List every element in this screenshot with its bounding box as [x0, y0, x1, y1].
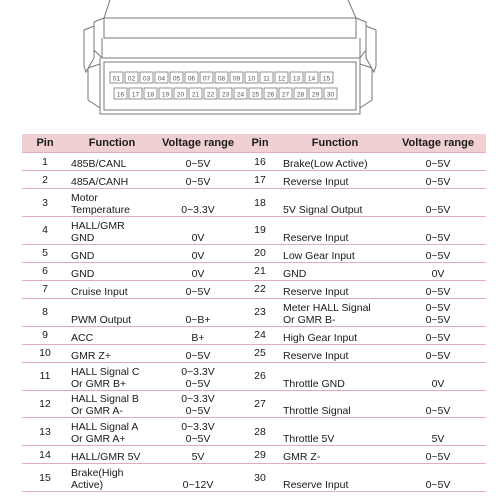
- pinout-table: [22, 134, 486, 492]
- pin-voltage: 0~12V: [156, 464, 240, 492]
- connector-pin-label: 29: [311, 91, 320, 99]
- pin-function: Throttle GND: [280, 362, 390, 390]
- header-function: Function: [280, 134, 390, 153]
- header-voltage-range: Voltage range: [390, 134, 486, 153]
- pin-voltage: 0~5V: [390, 390, 486, 418]
- pin-function: GMR Z-: [280, 445, 390, 463]
- pin-voltage: 0~5V: [156, 153, 240, 171]
- pin-number: 22: [240, 280, 280, 298]
- pin-number: 28: [240, 418, 280, 446]
- pin-voltage: 5V: [390, 418, 486, 446]
- table-row: [22, 171, 486, 189]
- header-voltage-range: Voltage range: [156, 134, 240, 153]
- pin-number: 5: [22, 244, 68, 262]
- pin-number: 14: [22, 445, 68, 463]
- connector-pin-label: 25: [251, 91, 260, 99]
- connector-pin-label: 05: [172, 75, 181, 83]
- pin-number: 26: [240, 362, 280, 390]
- pin-voltage: 0~5V: [390, 153, 486, 171]
- pin-function: HALL Signal A Or GMR A+: [68, 418, 156, 446]
- connector-pin-label: 12: [277, 75, 286, 83]
- pin-number: 2: [22, 171, 68, 189]
- pin-function: Reserve Input: [280, 464, 390, 492]
- pin-number: 19: [240, 216, 280, 244]
- pin-voltage: 0~5V: [390, 189, 486, 217]
- connector-pin-label: 26: [266, 91, 275, 99]
- connector-pin-label: 22: [206, 91, 215, 99]
- table-header-row: [22, 134, 486, 153]
- pin-number: 3: [22, 189, 68, 217]
- pin-number: 9: [22, 326, 68, 344]
- table-row: [22, 280, 486, 298]
- pin-number: 29: [240, 445, 280, 463]
- connector-pin-label: 07: [202, 75, 211, 83]
- pin-number: 25: [240, 344, 280, 362]
- pin-number: 23: [240, 298, 280, 326]
- connector-pin-label: 03: [142, 75, 151, 83]
- pin-voltage: 0~3.3V: [156, 189, 240, 217]
- pin-function: HALL Signal B Or GMR A-: [68, 390, 156, 418]
- pin-voltage: 0~5V: [156, 171, 240, 189]
- pin-voltage: 0V: [156, 216, 240, 244]
- header-pin: Pin: [22, 134, 68, 153]
- pin-number: 27: [240, 390, 280, 418]
- pin-function: Low Gear Input: [280, 244, 390, 262]
- pin-voltage: 0~B+: [156, 298, 240, 326]
- pin-number: 15: [22, 464, 68, 492]
- pin-number: 20: [240, 244, 280, 262]
- table-row: [22, 262, 486, 280]
- pin-number: 4: [22, 216, 68, 244]
- header-function: Function: [68, 134, 156, 153]
- pin-voltage: 0~5V: [390, 280, 486, 298]
- connector-pin-label: 04: [157, 75, 166, 83]
- connector-pin-label: 16: [116, 91, 125, 99]
- pin-number: 30: [240, 464, 280, 492]
- connector-pin-label: 17: [131, 91, 140, 99]
- pin-voltage: 0~5V: [156, 344, 240, 362]
- pin-function: Throttle 5V: [280, 418, 390, 446]
- pin-number: 13: [22, 418, 68, 446]
- connector-pin-label: 24: [236, 91, 245, 99]
- pin-function: Meter HALL Signal Or GMR B-: [280, 298, 390, 326]
- pin-function: Motor Temperature: [68, 189, 156, 217]
- connector-pin-label: 11: [263, 75, 270, 83]
- pin-number: 12: [22, 390, 68, 418]
- pin-function: ACC: [68, 326, 156, 344]
- pin-voltage: 5V: [156, 445, 240, 463]
- pin-number: 24: [240, 326, 280, 344]
- table-row: [22, 244, 486, 262]
- connector-pin-label: 20: [176, 91, 185, 99]
- pin-number: 17: [240, 171, 280, 189]
- connector-pins-top: [110, 72, 333, 83]
- table-row: [22, 418, 486, 446]
- pin-function: HALL Signal C Or GMR B+: [68, 362, 156, 390]
- connector-pin-label: 23: [221, 91, 230, 99]
- table-row: [22, 153, 486, 171]
- connector-pin-label: 27: [281, 91, 290, 99]
- connector-pin-label: 18: [146, 91, 155, 99]
- pin-voltage: 0~5V: [390, 445, 486, 463]
- pin-number: 16: [240, 153, 280, 171]
- pin-number: 18: [240, 189, 280, 217]
- pin-number: 8: [22, 298, 68, 326]
- connector-pin-label: 30: [326, 91, 335, 99]
- connector-pin-label: 19: [161, 91, 170, 99]
- table-row: [22, 298, 486, 326]
- pin-function: GND: [280, 262, 390, 280]
- pin-voltage: 0~5V: [390, 216, 486, 244]
- connector-pin-label: 15: [322, 75, 331, 83]
- pin-number: 10: [22, 344, 68, 362]
- pin-voltage: 0~5V: [156, 280, 240, 298]
- connector-diagram: [80, 0, 400, 122]
- pin-function: 485A/CANH: [68, 171, 156, 189]
- pin-voltage: 0V: [390, 262, 486, 280]
- pin-voltage: 0V: [390, 362, 486, 390]
- table-row: [22, 390, 486, 418]
- pin-function: Brake(High Active): [68, 464, 156, 492]
- pin-function: HALL/GMR 5V: [68, 445, 156, 463]
- pin-number: 1: [22, 153, 68, 171]
- pin-voltage: B+: [156, 326, 240, 344]
- table-row: [22, 326, 486, 344]
- pin-voltage: 0V: [156, 262, 240, 280]
- pin-function: PWM Output: [68, 298, 156, 326]
- pin-function: GND: [68, 244, 156, 262]
- table-row: [22, 189, 486, 217]
- pin-function: Reserve Input: [280, 344, 390, 362]
- pin-function: Brake(Low Active): [280, 153, 390, 171]
- connector-pin-label: 21: [191, 91, 200, 99]
- pin-function: HALL/GMR GND: [68, 216, 156, 244]
- pin-voltage: 0V: [156, 244, 240, 262]
- connector-pin-label: 02: [127, 75, 136, 83]
- pin-voltage: 0~5V 0~5V: [390, 298, 486, 326]
- pin-function: High Gear Input: [280, 326, 390, 344]
- pin-voltage: 0~5V: [390, 464, 486, 492]
- pin-number: 11: [22, 362, 68, 390]
- connector-pin-label: 08: [217, 75, 226, 83]
- table-row: [22, 344, 486, 362]
- pin-function: 485B/CANL: [68, 153, 156, 171]
- pin-function: Throttle Signal: [280, 390, 390, 418]
- pin-voltage: 0~5V: [390, 244, 486, 262]
- connector-pin-label: 13: [292, 75, 301, 83]
- pin-voltage: 0~5V: [390, 171, 486, 189]
- header-pin: Pin: [240, 134, 280, 153]
- pin-function: GMR Z+: [68, 344, 156, 362]
- connector-pin-label: 06: [187, 75, 196, 83]
- pin-function: Reserve Input: [280, 280, 390, 298]
- pin-function: Reserve Input: [280, 216, 390, 244]
- pin-number: 6: [22, 262, 68, 280]
- pin-voltage: 0~3.3V 0~5V: [156, 418, 240, 446]
- connector-pin-label: 01: [112, 75, 121, 83]
- pin-voltage: 0~3.3V 0~5V: [156, 390, 240, 418]
- table-row: [22, 216, 486, 244]
- table-row: [22, 464, 486, 492]
- pin-number: 7: [22, 280, 68, 298]
- connector-pin-label: 14: [307, 75, 316, 83]
- connector-pin-label: 09: [232, 75, 241, 83]
- pin-voltage: 0~3.3V 0~5V: [156, 362, 240, 390]
- connector-pin-label: 10: [247, 75, 256, 83]
- pin-voltage: 0~5V: [390, 344, 486, 362]
- pin-function: Reverse Input: [280, 171, 390, 189]
- pin-function: Cruise Input: [68, 280, 156, 298]
- pin-number: 21: [240, 262, 280, 280]
- connector-pins-bottom: [114, 88, 337, 99]
- pin-function: GND: [68, 262, 156, 280]
- table-row: [22, 362, 486, 390]
- table-row: [22, 445, 486, 463]
- connector-pin-label: 28: [296, 91, 305, 99]
- pin-function: 5V Signal Output: [280, 189, 390, 217]
- pin-voltage: 0~5V: [390, 326, 486, 344]
